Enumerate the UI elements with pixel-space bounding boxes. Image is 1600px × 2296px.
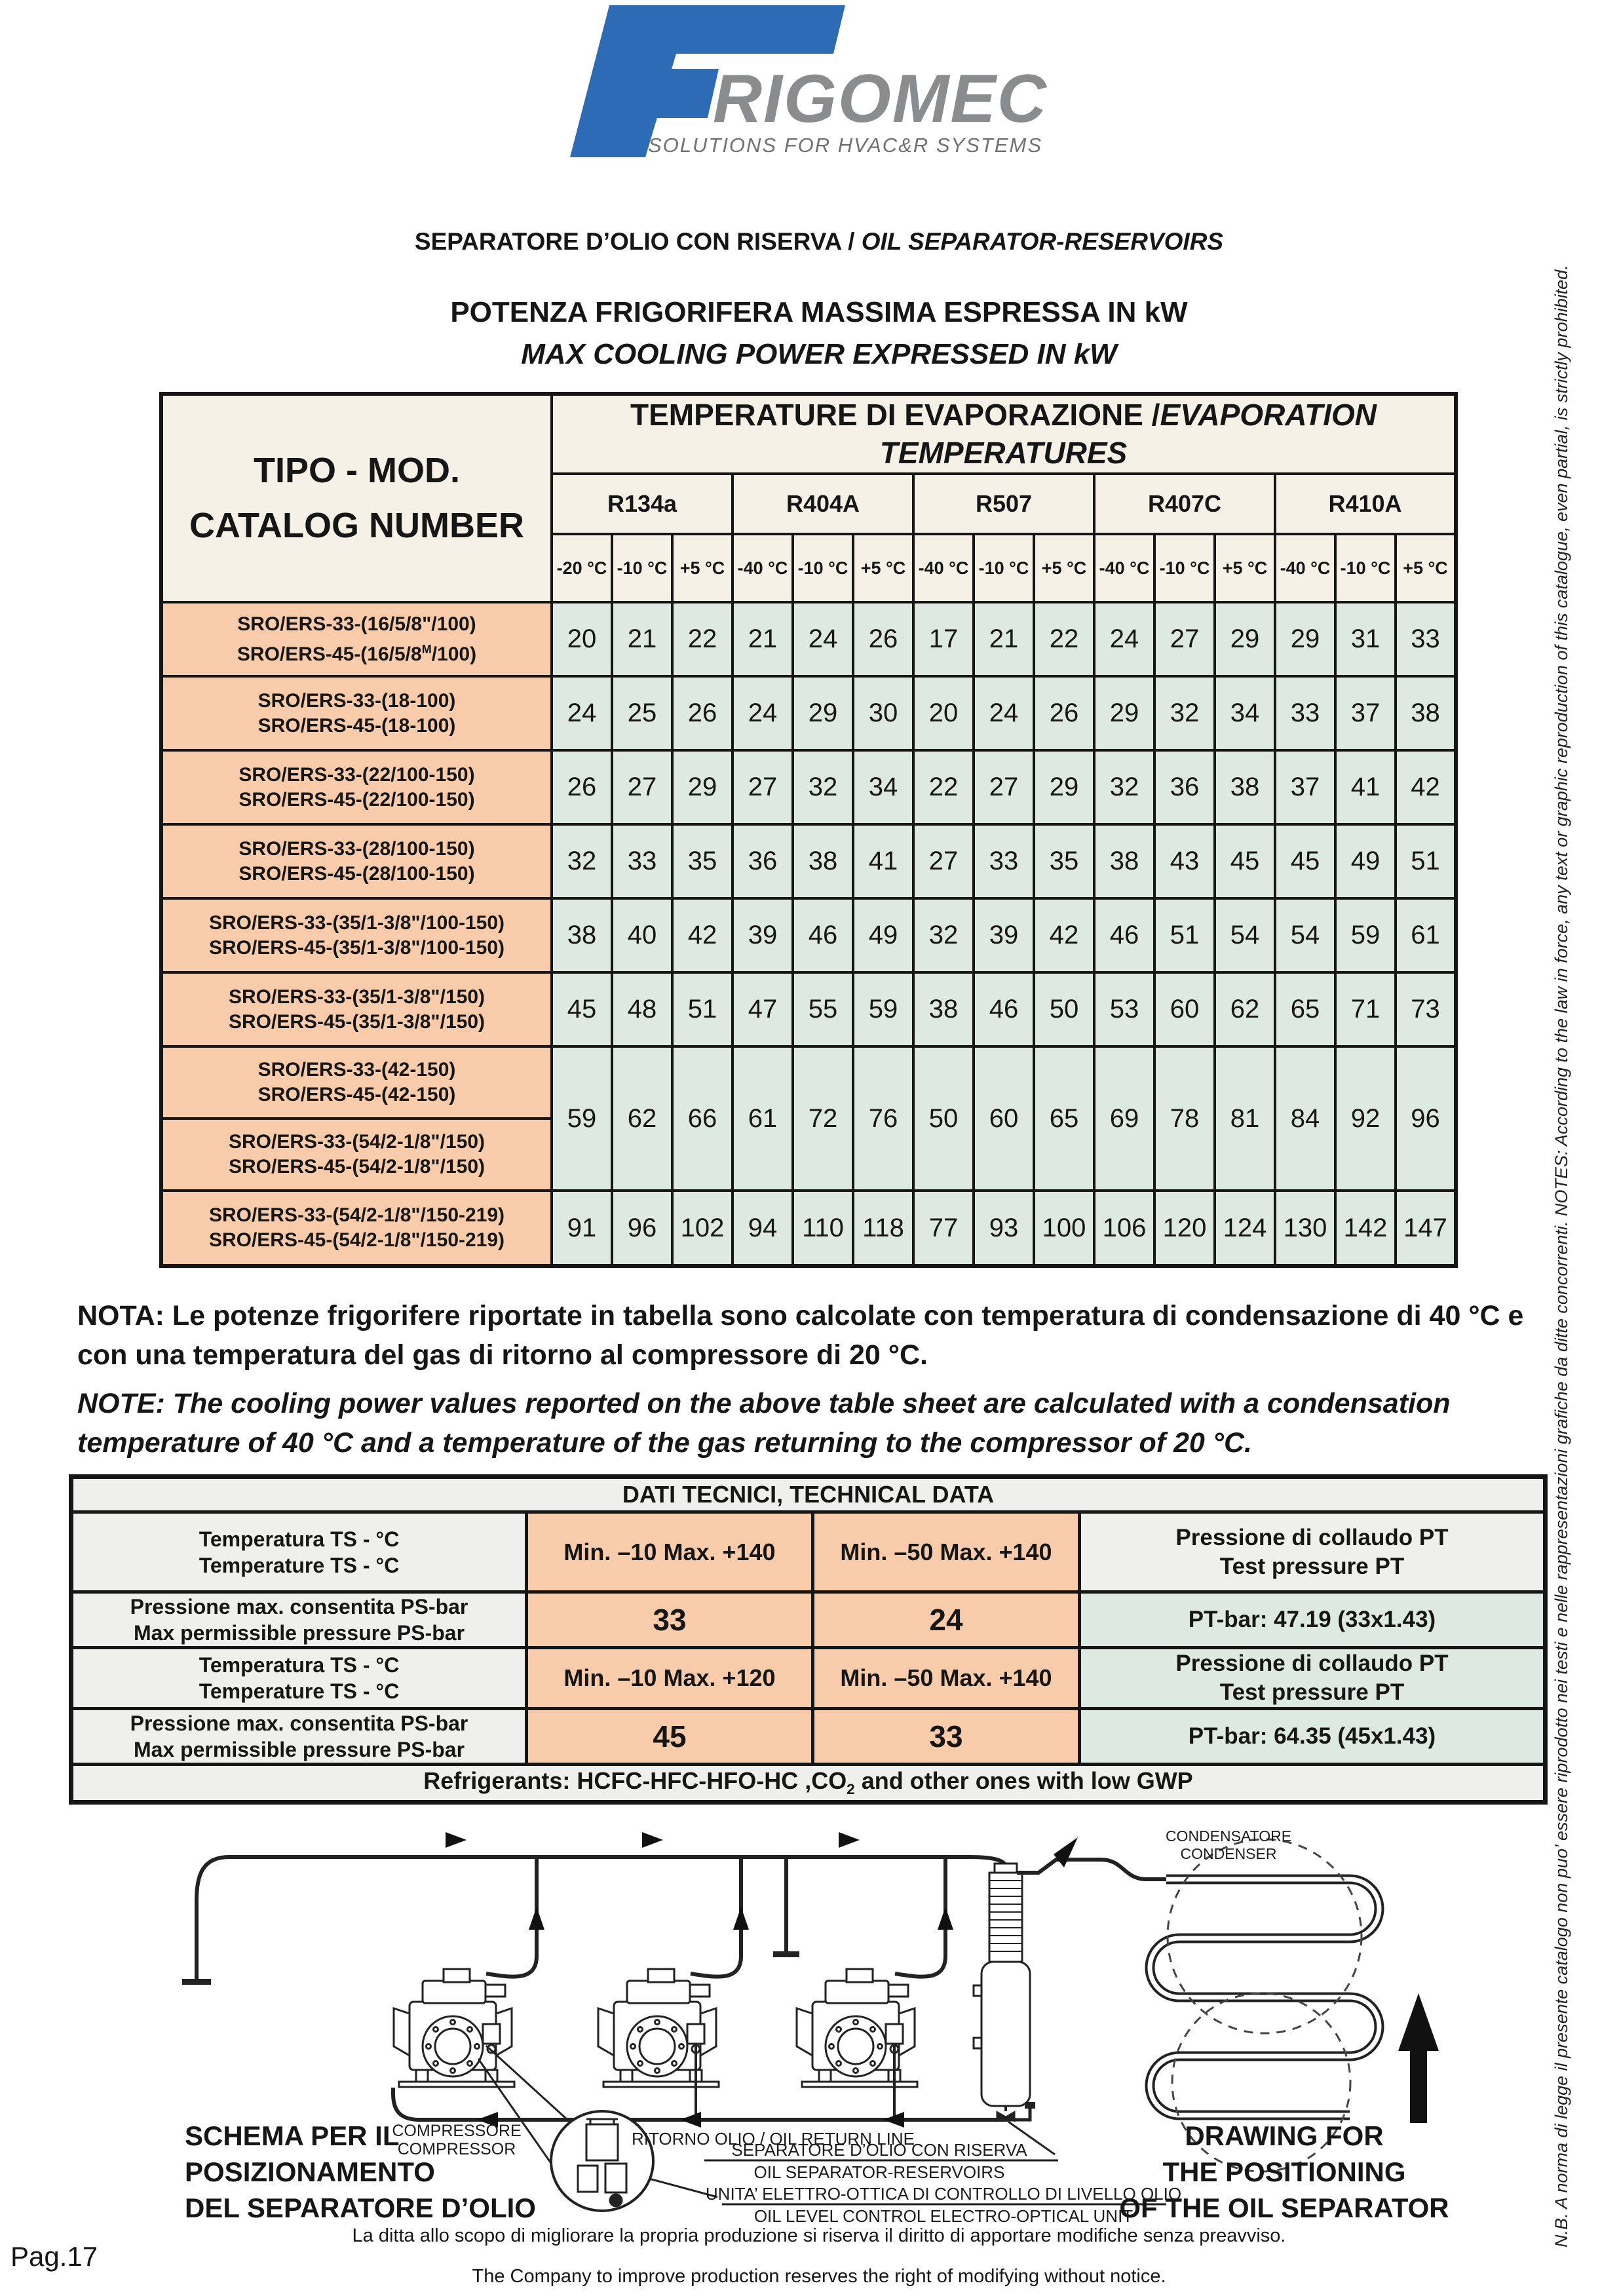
subtitle-en: MAX COOLING POWER EXPRESSED IN kW (521, 338, 1117, 370)
tech-row-ts1 (71, 1512, 1546, 1592)
refrigerant-header: R410A (1275, 474, 1456, 534)
cooling-power-value: 32 (913, 898, 974, 972)
cooling-power-value: 26 (672, 676, 733, 750)
cooling-power-value: 45 (1275, 824, 1335, 898)
catalog-number-cell: SRO/ERS-33-(35/1-3/8"/150) SRO/ERS-45-(35/1-3/8"/150) (161, 972, 552, 1046)
cooling-power-value: 37 (1335, 676, 1396, 750)
tech-ts1-value-2: Min. –50 Max. +140 (813, 1512, 1080, 1592)
cooling-power-value: 61 (733, 1046, 793, 1191)
cooling-power-value: 142 (1335, 1191, 1396, 1266)
cooling-power-value: 24 (974, 676, 1034, 750)
cooling-power-value: 26 (552, 750, 612, 824)
temperature-header: -10 °C (793, 534, 853, 602)
tech-ts1-value-1: Min. –10 Max. +140 (527, 1512, 813, 1592)
cooling-power-value: 29 (672, 750, 733, 824)
cooling-power-value: 29 (1215, 602, 1275, 676)
evap-header-en2: TEMPERATURES (879, 435, 1128, 470)
cooling-power-value: 42 (1396, 750, 1456, 824)
cooling-power-value: 76 (853, 1046, 913, 1191)
cooling-power-value: 51 (1154, 898, 1215, 972)
cooling-power-value: 33 (974, 824, 1034, 898)
cooling-power-value: 71 (1335, 972, 1396, 1046)
tech-ts2-value-2: Min. –50 Max. +140 (813, 1648, 1080, 1709)
separator-label-en: OIL SEPARATOR-RESERVOIRS (753, 2162, 1005, 2182)
tech-pt2-value: PT-bar: 64.35 (45x1.43) (1080, 1709, 1546, 1765)
condenser-label-en: CONDENSER (1180, 1845, 1277, 1862)
cooling-power-value: 21 (974, 602, 1034, 676)
temperature-header: -10 °C (1154, 534, 1215, 602)
cooling-power-value: 27 (733, 750, 793, 824)
subtitle-it: POTENZA FRIGORIFERA MASSIMA ESPRESSA IN kW (450, 296, 1188, 328)
cooling-power-value: 33 (1396, 602, 1456, 676)
cooling-power-value: 26 (853, 602, 913, 676)
temperature-header: +5 °C (853, 534, 913, 602)
cooling-power-value: 38 (793, 824, 853, 898)
airflow-arrow (1398, 1993, 1439, 2123)
table-row (161, 1046, 1456, 1119)
cooling-power-value: 37 (1275, 750, 1335, 824)
cooling-power-value: 32 (1094, 750, 1154, 824)
refrigerant-header: R407C (1094, 474, 1275, 534)
cooling-power-value: 45 (552, 972, 612, 1046)
cooling-power-value: 38 (1094, 824, 1154, 898)
cooling-power-value: 21 (733, 602, 793, 676)
compressor-label-en: COMPRESSOR (397, 2140, 516, 2158)
cooling-power-value: 35 (1034, 824, 1094, 898)
cooling-power-value: 33 (612, 824, 672, 898)
cooling-power-value: 33 (1275, 676, 1335, 750)
logo-tagline: SOLUTIONS FOR HVAC&R SYSTEMS (647, 134, 1043, 157)
catalog-number-cell: SRO/ERS-33-(35/1-3/8"/100-150) SRO/ERS-45-(35/1-3/8"/100-150) (161, 898, 552, 972)
discharge-riser (486, 1857, 537, 1977)
footer-disclaimer-en: The Company to improve production reserves the right of modifying without notice. (472, 2266, 1166, 2287)
flow-arrow-diagonal (1054, 1837, 1078, 1867)
oil-return-label: RITORNO OLIO / OIL RETURN LINE (632, 2129, 915, 2149)
cooling-power-value: 47 (733, 972, 793, 1046)
cooling-power-value: 40 (612, 898, 672, 972)
tech-table-title: DATI TECNICI, TECHNICAL DATA (71, 1477, 1546, 1512)
cooling-power-value: 51 (672, 972, 733, 1046)
cooling-power-value: 102 (672, 1191, 733, 1266)
drawing-caption-en: DRAWING FOR THE POSITIONING OF THE OIL SEPARATOR (1119, 2120, 1449, 2223)
cooling-power-value: 25 (612, 676, 672, 750)
copyright-side-note: N.B. A norma di legge il presente catalogo non puo’ essere riprodotto nei testi e nelle rappresentazioni grafiche da ditte concorrenti. NOTES: According to the law in force, any text or graphic reproduction of this catalogue, even partial, is strictly prohibited. (1552, 265, 1571, 2248)
cooling-power-value: 110 (793, 1191, 853, 1266)
evap-header-en1: EVAPORATION (1160, 398, 1377, 432)
cooling-power-value: 62 (612, 1046, 672, 1191)
temperature-header: -10 °C (1335, 534, 1396, 602)
flow-arrow-right (446, 1832, 467, 1848)
cooling-power-value: 65 (1275, 972, 1335, 1046)
cooling-power-value: 41 (853, 824, 913, 898)
tech-pt1-label: Pressione di collaudo PT Test pressure PT (1080, 1512, 1546, 1592)
cooling-power-value: 34 (853, 750, 913, 824)
cooling-power-value: 17 (913, 602, 974, 676)
temperature-header: -40 °C (733, 534, 793, 602)
compressor-1 (394, 1969, 514, 2087)
cooling-power-value: 81 (1215, 1046, 1275, 1191)
schema-caption-it: SCHEMA PER IL POSIZIONAMENTO DEL SEPARATORE D’OLIO (185, 2120, 536, 2223)
catalog-number-cell: SRO/ERS-33-(54/2-1/8"/150-219) SRO/ERS-45-(54/2-1/8"/150-219) (161, 1191, 552, 1266)
catalog-number-cell: SRO/ERS-33-(28/100-150) SRO/ERS-45-(28/100-150) (161, 824, 552, 898)
table-row (161, 898, 1456, 972)
cooling-power-value: 66 (672, 1046, 733, 1191)
cooling-power-value: 22 (1034, 602, 1094, 676)
page-number: Pag.17 (10, 2241, 98, 2272)
cooling-power-value: 55 (793, 972, 853, 1046)
cooling-power-value: 38 (1396, 676, 1456, 750)
cooling-power-value: 100 (1034, 1191, 1094, 1266)
temperature-header: -40 °C (1094, 534, 1154, 602)
catalog-number-cell: SRO/ERS-33-(18-100) SRO/ERS-45-(18-100) (161, 676, 552, 750)
flow-arrow-right (642, 1832, 663, 1848)
temperature-header: +5 °C (1034, 534, 1094, 602)
evaporation-header (552, 394, 1456, 474)
nota-paragraph-it: NOTA: Le potenze frigorifere riportate in tabella sono calcolate con temperatura di condensazione di 40 °C e con una temperatura del gas di ritorno al compressore di 20 °C. (77, 1300, 1524, 1371)
cooling-power-value: 96 (612, 1191, 672, 1266)
temperature-header: +5 °C (672, 534, 733, 602)
cooling-power-value: 24 (793, 602, 853, 676)
cooling-power-value: 46 (1094, 898, 1154, 972)
compressor-label-it: COMPRESSORE (392, 2122, 522, 2140)
cooling-power-value: 49 (1335, 824, 1396, 898)
cooling-power-value: 26 (1034, 676, 1094, 750)
cooling-power-value: 30 (853, 676, 913, 750)
temperature-header: -40 °C (1275, 534, 1335, 602)
table-row (161, 750, 1456, 824)
cooling-power-value: 60 (974, 1046, 1034, 1191)
tech-label-ts1: Temperatura TS - °C Temperature TS - °C (71, 1512, 527, 1592)
cooling-power-value: 45 (1215, 824, 1275, 898)
catalog-number-cell: SRO/ERS-33-(16/5/8"/100) SRO/$ERS-45-(16/5/8^M/100)$ (161, 602, 552, 676)
table-row (161, 972, 1456, 1046)
separator-label-it: SEPARATORE D’OLIO CON RISERVA (731, 2140, 1027, 2160)
condenser-label-it: CONDENSATORE (1165, 1828, 1292, 1845)
temperature-header: -10 °C (974, 534, 1034, 602)
tech-pt2-label: Pressione di collaudo PT Test pressure PT (1080, 1648, 1546, 1709)
cooling-power-value: 42 (1034, 898, 1094, 972)
logo-wordmark: RIGOMEC (713, 61, 1048, 137)
cooling-power-value: 22 (913, 750, 974, 824)
cooling-power-value: 147 (1396, 1191, 1456, 1266)
tech-row-ps2 (71, 1709, 1546, 1765)
compressor-3 (797, 1969, 917, 2087)
cooling-power-value: 93 (974, 1191, 1034, 1266)
cooling-power-value: 27 (913, 824, 974, 898)
corner-line-2: CATALOG NUMBER (189, 505, 524, 545)
cooling-power-value: 20 (552, 602, 612, 676)
cooling-power-value: 65 (1034, 1046, 1094, 1191)
flow-arrow-left (680, 2112, 701, 2128)
cooling-power-value: 54 (1275, 898, 1335, 972)
cooling-power-value: 46 (793, 898, 853, 972)
refrigerant-header: R507 (913, 474, 1094, 534)
refrigerant-header: R404A (733, 474, 913, 534)
tech-ps2-value-1: 45 (527, 1709, 813, 1765)
cooling-power-value: 48 (612, 972, 672, 1046)
catalog-number-cell: SRO/ERS-33-(22/100-150) SRO/ERS-45-(22/100-150) (161, 750, 552, 824)
cooling-power-value: 49 (853, 898, 913, 972)
cooling-power-value: 42 (672, 898, 733, 972)
temperature-header: +5 °C (1215, 534, 1275, 602)
cooling-power-value: 124 (1215, 1191, 1275, 1266)
separator-outlet-pipe (1017, 1860, 1166, 1879)
tech-ps1-value-2: 24 (813, 1592, 1080, 1648)
cooling-power-value: 38 (552, 898, 612, 972)
cooling-power-value: 54 (1215, 898, 1275, 972)
tech-ps1-value-1: 33 (527, 1592, 813, 1648)
flow-arrow-up (529, 1907, 544, 1930)
cooling-power-value: 59 (1335, 898, 1396, 972)
cooling-power-value: 27 (974, 750, 1034, 824)
frigomec-logo (557, 0, 1094, 177)
cooling-power-value: 24 (1094, 602, 1154, 676)
evap-header-it: TEMPERATURE DI EVAPORAZIONE / (630, 398, 1160, 432)
cooling-power-value: 118 (853, 1191, 913, 1266)
cooling-power-value: 46 (974, 972, 1034, 1046)
cooling-power-value: 32 (552, 824, 612, 898)
cooling-power-value: 59 (853, 972, 913, 1046)
corner-header (161, 394, 552, 602)
corner-line-1: TIPO - MOD. (254, 450, 460, 490)
cooling-power-value: 29 (1275, 602, 1335, 676)
discharge-riser (895, 1857, 945, 1977)
tech-label-ts2: Temperatura TS - °C Temperature TS - °C (71, 1648, 527, 1709)
cooling-power-value: 50 (1034, 972, 1094, 1046)
cooling-power-value: 32 (793, 750, 853, 824)
cooling-power-value: 120 (1154, 1191, 1215, 1266)
cooling-power-value: 20 (913, 676, 974, 750)
cooling-power-value: 32 (1154, 676, 1215, 750)
tech-label-ps1: Pressione max. consentita PS-bar Max permissible pressure PS-bar (71, 1592, 527, 1648)
cooling-power-value: 29 (793, 676, 853, 750)
compressor-2 (598, 1969, 719, 2087)
tech-label-ps2: Pressione max. consentita PS-bar Max permissible pressure PS-bar (71, 1709, 527, 1765)
temperature-header: +5 °C (1396, 534, 1456, 602)
temperature-header: -20 °C (552, 534, 612, 602)
cooling-power-value: 34 (1215, 676, 1275, 750)
tech-row-ts2 (71, 1648, 1546, 1709)
cooling-power-value: 27 (1154, 602, 1215, 676)
cooling-power-value: 38 (1215, 750, 1275, 824)
cooling-power-value: 60 (1154, 972, 1215, 1046)
flow-arrow-up (733, 1907, 749, 1930)
cooling-power-value: 22 (672, 602, 733, 676)
cooling-power-value: 50 (913, 1046, 974, 1191)
flow-arrow-right (839, 1832, 860, 1848)
catalog-number-cell: SRO/ERS-33-(42-150) SRO/ERS-45-(42-150) (161, 1046, 552, 1119)
refrigerant-header: R134a (552, 474, 733, 534)
flow-arrow-up (938, 1907, 953, 1930)
tech-ts2-value-1: Min. –10 Max. +120 (527, 1648, 813, 1709)
cooling-power-value: 24 (552, 676, 612, 750)
table-row (161, 824, 1456, 898)
page-title (118, 228, 1520, 256)
table-row (161, 676, 1456, 750)
technical-data-table (69, 1474, 1548, 1805)
cooling-power-value: 31 (1335, 602, 1396, 676)
cooling-power-value: 39 (733, 898, 793, 972)
cooling-power-value: 39 (974, 898, 1034, 972)
cooling-power-value: 36 (733, 824, 793, 898)
cooling-power-value: 24 (733, 676, 793, 750)
note-paragraph-en: NOTE: The cooling power values reported on the above table sheet are calculated with a condensation temperature of 40 °C and a temperature of the gas returning to the compressor of 20 °C. (77, 1388, 1451, 1459)
cooling-power-value: 91 (552, 1191, 612, 1266)
cooling-power-value: 94 (733, 1191, 793, 1266)
cooling-power-value: 72 (793, 1046, 853, 1191)
cooling-power-value: 61 (1396, 898, 1456, 972)
catalog-number-cell: SRO/ERS-33-(54/2-1/8"/150) SRO/ERS-45-(54/2-1/8"/150) (161, 1119, 552, 1191)
cooling-power-value: 53 (1094, 972, 1154, 1046)
table-row (161, 1191, 1456, 1266)
cooling-power-value: 73 (1396, 972, 1456, 1046)
refrigerants-row: Refrigerants: HCFC-HFC-HFO-HC $,CO_2$ and other ones with low GWP (71, 1765, 1546, 1803)
cooling-power-value: 27 (612, 750, 672, 824)
tech-pt1-value: PT-bar: 47.19 (33x1.43) (1080, 1592, 1546, 1648)
cooling-power-value: 59 (552, 1046, 612, 1191)
temperature-header: -40 °C (913, 534, 974, 602)
cooling-power-value: 51 (1396, 824, 1456, 898)
cooling-power-value: 29 (1034, 750, 1094, 824)
temperature-header: -10 °C (612, 534, 672, 602)
cooling-power-value: 92 (1335, 1046, 1396, 1191)
cooling-power-table (159, 392, 1458, 1268)
tech-ps2-value-2: 33 (813, 1709, 1080, 1765)
optical-unit-label-it: UNITA’ ELETTRO-OTTICA DI CONTROLLO DI LIVELLO OLIO (705, 2184, 1182, 2204)
footer-disclaimer-it: La ditta allo scopo di migliorare la propria produzione si riserva il diritto di apportare modifiche senza preavviso. (352, 2225, 1286, 2246)
cooling-power-value: 69 (1094, 1046, 1154, 1191)
oil-separator-vessel (970, 1857, 1030, 2122)
cooling-power-value: 130 (1275, 1191, 1335, 1266)
pipe-flange (182, 1979, 211, 1985)
cooling-power-value: 96 (1396, 1046, 1456, 1191)
cooling-power-value: 38 (913, 972, 974, 1046)
page-title-it: SEPARATORE D’OLIO CON RISERVA / (414, 228, 862, 255)
cooling-power-value: 77 (913, 1191, 974, 1266)
cooling-power-value: 43 (1154, 824, 1215, 898)
cooling-power-value: 35 (672, 824, 733, 898)
optical-unit-label-en: OIL LEVEL CONTROL ELECTRO-OPTICAL UNIT (753, 2206, 1133, 2226)
cooling-power-value: 106 (1094, 1191, 1154, 1266)
cooling-power-value: 41 (1335, 750, 1396, 824)
cooling-power-value: 84 (1275, 1046, 1335, 1191)
cooling-power-value: 62 (1215, 972, 1275, 1046)
table-row (161, 602, 1456, 676)
cooling-power-value: 78 (1154, 1046, 1215, 1191)
cooling-power-value: 29 (1094, 676, 1154, 750)
discharge-riser (691, 1857, 741, 1977)
cooling-power-value: 36 (1154, 750, 1215, 824)
page-title-en: OIL SEPARATOR-RESERVOIRS (861, 228, 1224, 255)
tech-row-ps1 (71, 1592, 1546, 1648)
cooling-power-value: 21 (612, 602, 672, 676)
